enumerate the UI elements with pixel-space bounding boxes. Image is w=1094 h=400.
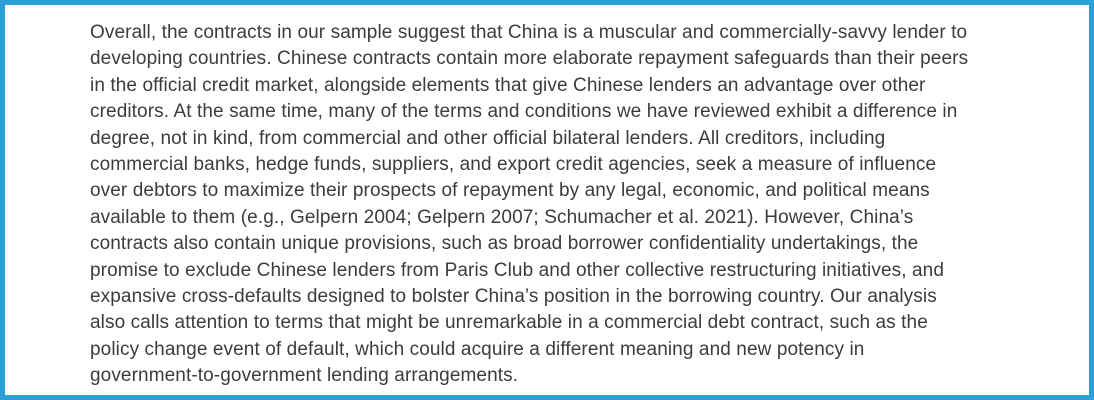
paragraph-line: expansive cross-defaults designed to bolster China’s position in the borrowing country. Our analysis: [90, 286, 937, 308]
paragraph-line: in the official credit market, alongside elements that give Chinese lenders an advantage over other: [90, 74, 926, 96]
paragraph-line: Overall, the contracts in our sample suggest that China is a muscular and commercially-savvy lender to: [90, 22, 968, 43]
paragraph-line: policy change event of default, which could acquire a different meaning and new potency in: [90, 338, 865, 360]
paragraph-line: creditors. At the same time, many of the terms and conditions we have reviewed exhibit a difference in: [90, 101, 958, 123]
paragraph-line: commercial banks, hedge funds, suppliers, and export credit agencies, seek a measure of influence: [90, 154, 937, 176]
paragraph-line: degree, not in kind, from commercial and other official bilateral lenders. All creditors, including: [90, 127, 886, 149]
paragraph-line: government-to-government lending arrangements.: [90, 365, 519, 387]
paragraph-line: developing countries. Chinese contracts contain more elaborate repayment safeguards than their peers: [90, 48, 969, 70]
paragraph-line: contracts also contain unique provisions, such as broad borrower confidentiality undertakings, the: [90, 233, 919, 255]
paragraph-line: available to them (e.g., Gelpern 2004; Gelpern 2007; Schumacher et al. 2021). However, China’s: [90, 206, 914, 228]
paragraph: [90, 20, 1029, 390]
paragraph-line: also calls attention to terms that might be unremarkable in a commercial debt contract, such as the: [90, 312, 928, 334]
paragraph-line: promise to exclude Chinese lenders from Paris Club and other collective restructuring initiatives, and: [90, 259, 944, 281]
paragraph-line: over debtors to maximize their prospects of repayment by any legal, economic, and political means: [90, 180, 930, 202]
